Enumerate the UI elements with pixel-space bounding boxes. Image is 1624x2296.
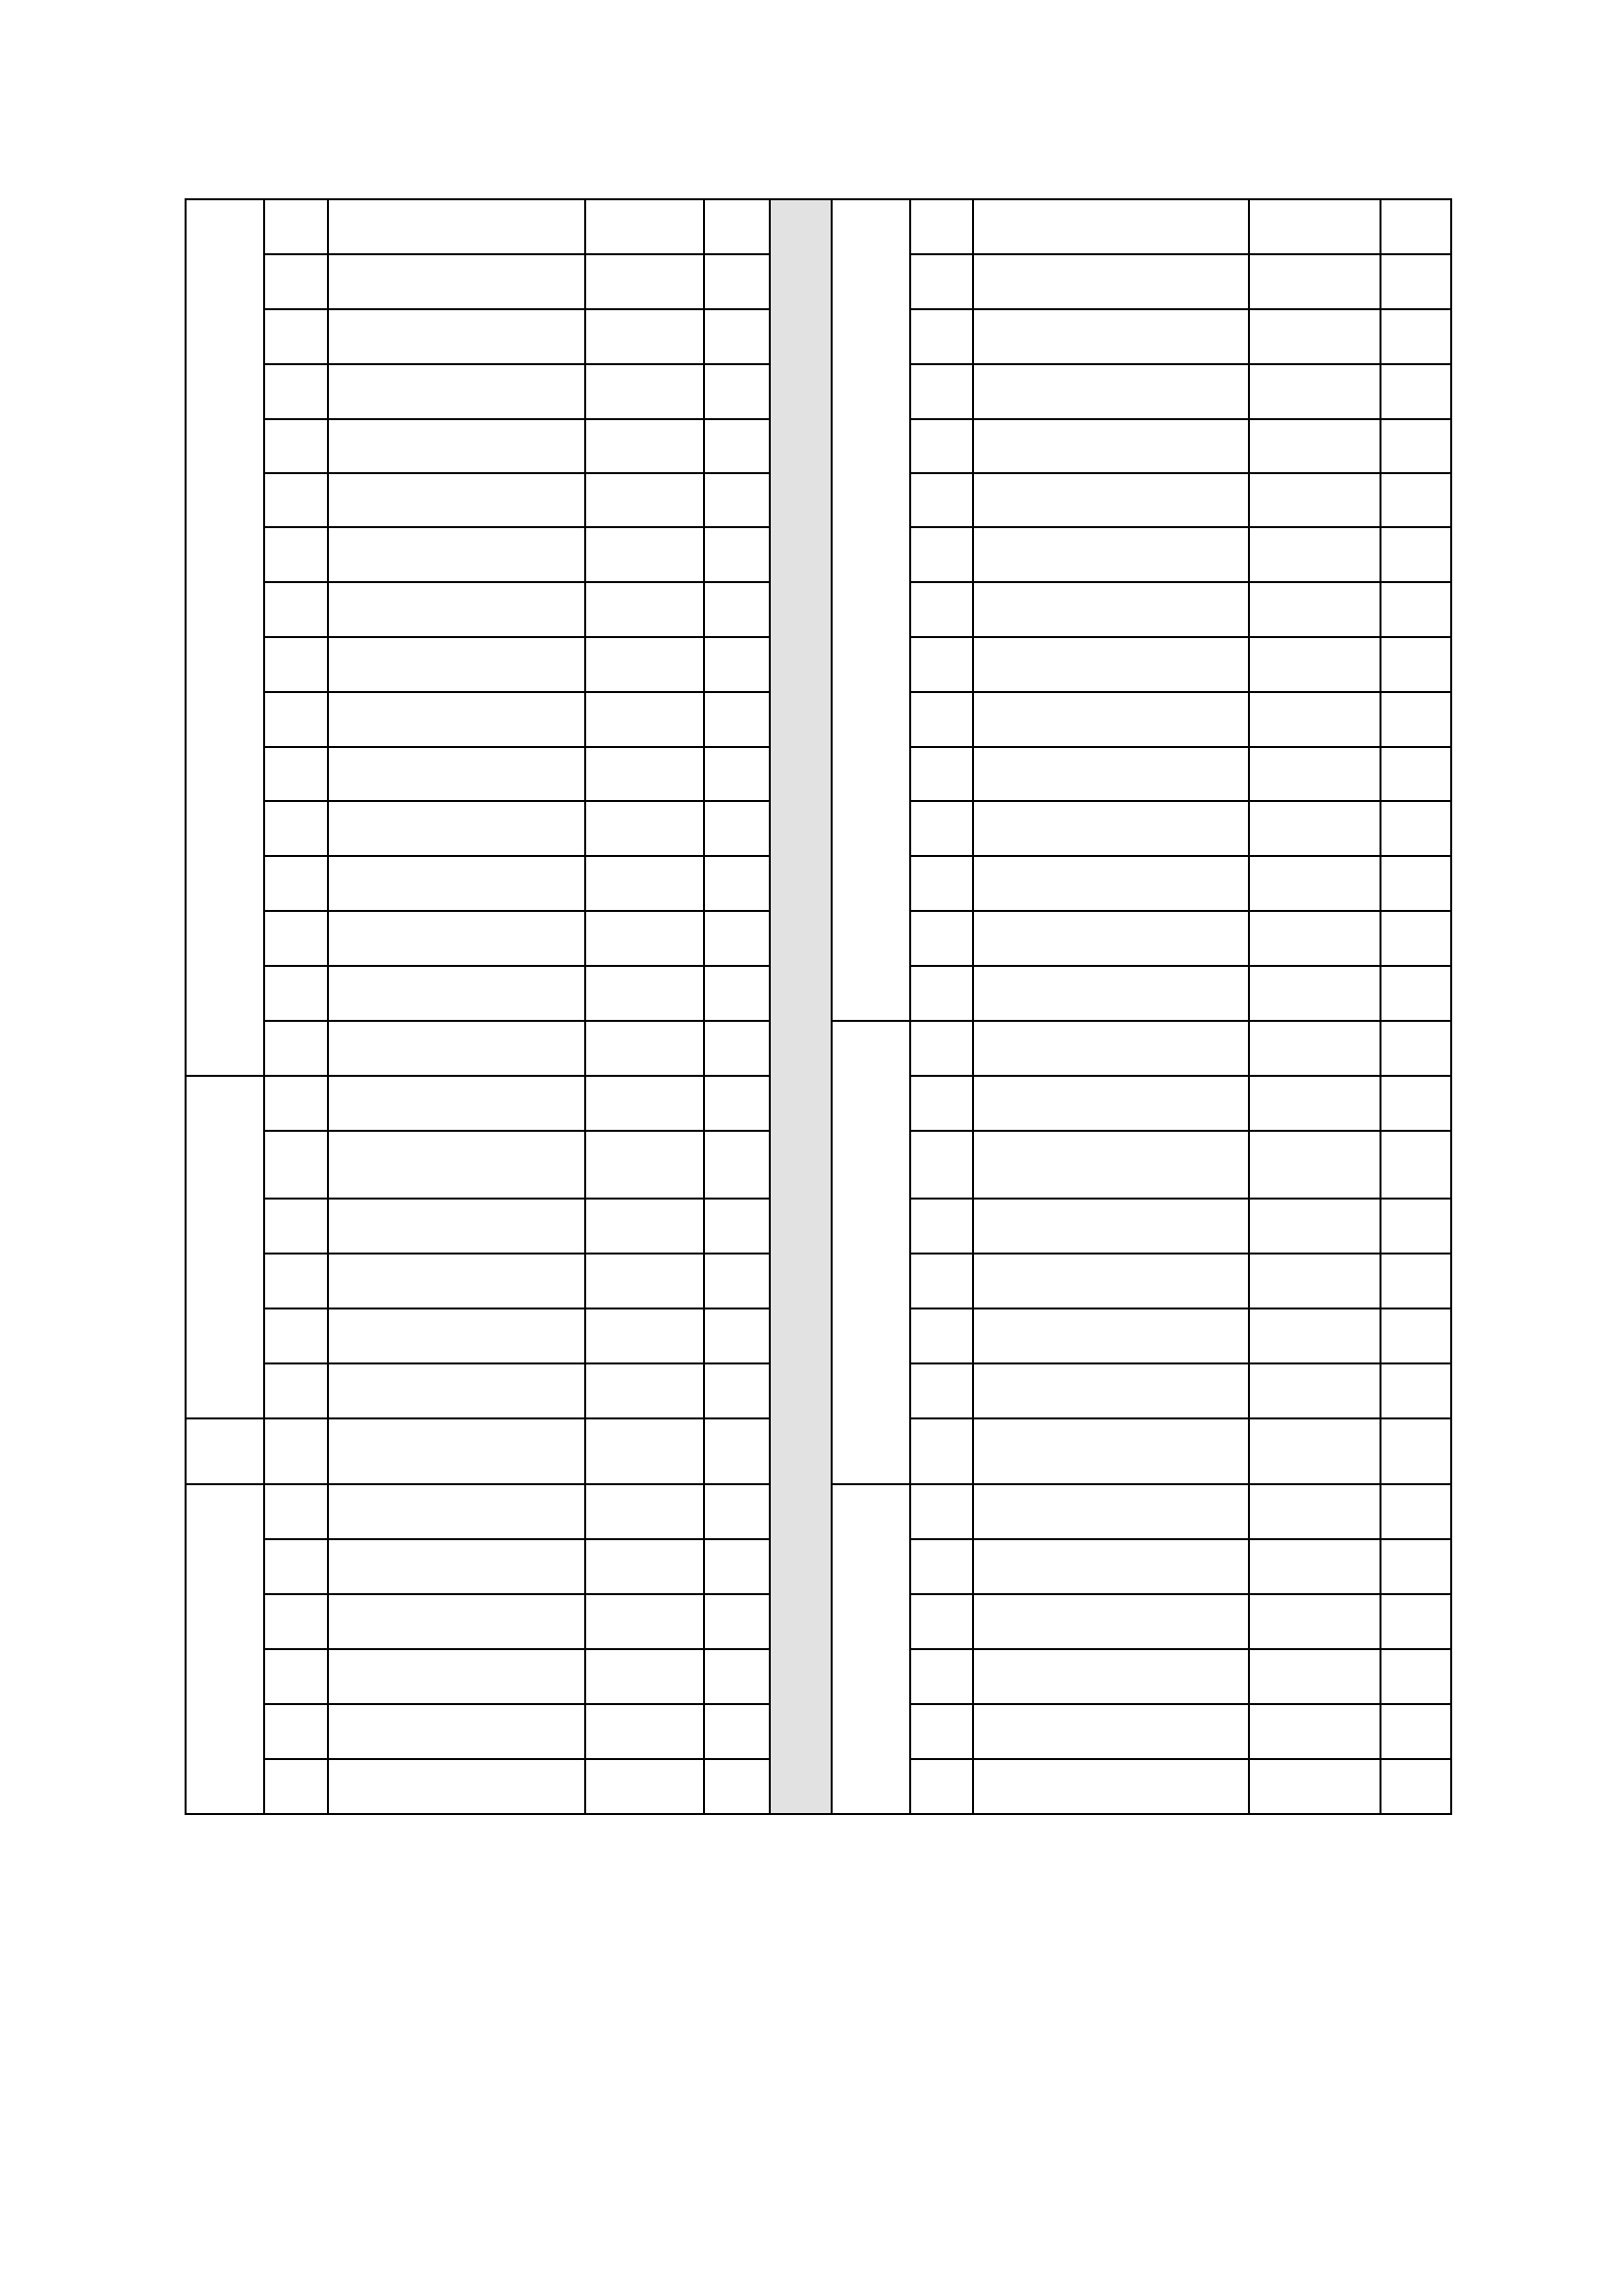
left-course-number — [264, 419, 328, 473]
right-course-credit — [1380, 1308, 1451, 1363]
right-course-name — [973, 1308, 1249, 1363]
right-course-name — [973, 1539, 1249, 1594]
right-course-credit — [1380, 1131, 1451, 1199]
right-course-credit — [1380, 527, 1451, 582]
left-course-number — [264, 1363, 328, 1418]
left-course-name — [328, 364, 585, 419]
left-course-credit — [704, 199, 770, 254]
right-course-credit — [1380, 1199, 1451, 1254]
right-course-number — [910, 1539, 973, 1594]
left-course-number — [264, 1594, 328, 1649]
left-course-name — [328, 692, 585, 747]
right-course-number — [910, 473, 973, 527]
left-course-code — [585, 364, 704, 419]
right-course-number — [910, 1021, 973, 1076]
right-course-name — [973, 473, 1249, 527]
right-course-name — [973, 1363, 1249, 1418]
left-course-credit — [704, 747, 770, 801]
right-course-credit — [1380, 1649, 1451, 1704]
left-course-code — [585, 1539, 704, 1594]
left-course-code — [585, 473, 704, 527]
right-course-code — [1249, 473, 1380, 527]
right-course-code — [1249, 1418, 1380, 1484]
right-course-name — [973, 1484, 1249, 1539]
left-course-name — [328, 254, 585, 309]
left-course-number — [264, 1021, 328, 1076]
left-course-credit — [704, 1418, 770, 1484]
right-course-code — [1249, 309, 1380, 364]
right-course-code — [1249, 692, 1380, 747]
left-course-name — [328, 1759, 585, 1814]
left-course-credit — [704, 1131, 770, 1199]
left-course-code — [585, 1363, 704, 1418]
right-course-credit — [1380, 747, 1451, 801]
left-course-credit — [704, 1704, 770, 1759]
right-course-number — [910, 1254, 973, 1308]
left-course-number — [264, 582, 328, 637]
left-course-name — [328, 911, 585, 966]
right-course-number — [910, 692, 973, 747]
right-course-name — [973, 527, 1249, 582]
left-course-number — [264, 364, 328, 419]
right-course-number — [910, 364, 973, 419]
right-course-name — [973, 911, 1249, 966]
left-course-name — [328, 856, 585, 911]
right-course-number — [910, 911, 973, 966]
left-course-number — [264, 1308, 328, 1363]
right-course-number — [910, 747, 973, 801]
left-course-name — [328, 747, 585, 801]
right-course-number — [910, 1594, 973, 1649]
right-course-number — [910, 309, 973, 364]
right-course-code — [1249, 1363, 1380, 1418]
left-course-code — [585, 1076, 704, 1131]
right-course-credit — [1380, 1076, 1451, 1131]
left-course-number — [264, 527, 328, 582]
right-course-number — [910, 1704, 973, 1759]
left-course-name — [328, 582, 585, 637]
right-course-name — [973, 1021, 1249, 1076]
right-course-number — [910, 199, 973, 254]
left-course-code — [585, 1308, 704, 1363]
right-course-credit — [1380, 911, 1451, 966]
right-course-code — [1249, 1759, 1380, 1814]
left-course-code — [585, 801, 704, 856]
right-course-credit — [1380, 692, 1451, 747]
right-course-credit — [1380, 1704, 1451, 1759]
left-course-name — [328, 1484, 585, 1539]
right-course-number — [910, 527, 973, 582]
right-course-name — [973, 1649, 1249, 1704]
right-course-name — [973, 692, 1249, 747]
right-course-number — [910, 1363, 973, 1418]
left-course-number — [264, 1418, 328, 1484]
left-course-name — [328, 801, 585, 856]
right-course-code — [1249, 1199, 1380, 1254]
left-course-code — [585, 1484, 704, 1539]
right-course-number — [910, 1484, 973, 1539]
left-course-code — [585, 1759, 704, 1814]
left-course-code — [585, 582, 704, 637]
course-table — [185, 198, 1452, 1815]
left-course-name — [328, 199, 585, 254]
right-course-number — [910, 637, 973, 692]
left-course-number — [264, 309, 328, 364]
right-course-code — [1249, 856, 1380, 911]
right-category-cell — [832, 199, 910, 1021]
right-course-code — [1249, 582, 1380, 637]
left-course-credit — [704, 1308, 770, 1363]
right-course-name — [973, 637, 1249, 692]
left-course-credit — [704, 527, 770, 582]
left-course-number — [264, 637, 328, 692]
table-body — [186, 199, 1451, 1814]
right-course-credit — [1380, 1418, 1451, 1484]
right-course-credit — [1380, 637, 1451, 692]
right-course-code — [1249, 747, 1380, 801]
left-course-number — [264, 1254, 328, 1308]
left-course-code — [585, 1021, 704, 1076]
left-course-credit — [704, 637, 770, 692]
left-course-number — [264, 473, 328, 527]
right-course-name — [973, 1131, 1249, 1199]
right-course-code — [1249, 1704, 1380, 1759]
left-course-credit — [704, 1021, 770, 1076]
right-course-code — [1249, 1076, 1380, 1131]
left-course-code — [585, 1418, 704, 1484]
right-course-name — [973, 801, 1249, 856]
left-course-code — [585, 911, 704, 966]
left-course-credit — [704, 801, 770, 856]
right-course-code — [1249, 1649, 1380, 1704]
right-course-name — [973, 1759, 1249, 1814]
right-course-name — [973, 254, 1249, 309]
left-course-number — [264, 911, 328, 966]
left-course-code — [585, 254, 704, 309]
right-course-number — [910, 1131, 973, 1199]
left-course-name — [328, 1649, 585, 1704]
right-course-credit — [1380, 1363, 1451, 1418]
right-course-code — [1249, 1308, 1380, 1363]
right-course-credit — [1380, 801, 1451, 856]
left-course-number — [264, 1759, 328, 1814]
right-course-name — [973, 1254, 1249, 1308]
left-course-credit — [704, 966, 770, 1021]
right-course-number — [910, 801, 973, 856]
left-course-number — [264, 856, 328, 911]
left-course-number — [264, 692, 328, 747]
right-course-number — [910, 966, 973, 1021]
right-course-credit — [1380, 1539, 1451, 1594]
right-course-name — [973, 199, 1249, 254]
right-course-name — [973, 856, 1249, 911]
left-course-number — [264, 1131, 328, 1199]
left-course-credit — [704, 254, 770, 309]
left-course-credit — [704, 1539, 770, 1594]
right-course-credit — [1380, 1484, 1451, 1539]
right-course-credit — [1380, 419, 1451, 473]
right-course-number — [910, 582, 973, 637]
right-course-name — [973, 364, 1249, 419]
right-course-number — [910, 1418, 973, 1484]
left-course-code — [585, 419, 704, 473]
right-course-number — [910, 1759, 973, 1814]
left-course-credit — [704, 911, 770, 966]
left-course-credit — [704, 1649, 770, 1704]
right-course-number — [910, 1308, 973, 1363]
right-course-credit — [1380, 473, 1451, 527]
left-course-credit — [704, 692, 770, 747]
left-course-code — [585, 966, 704, 1021]
right-course-name — [973, 1418, 1249, 1484]
left-course-credit — [704, 309, 770, 364]
left-course-name — [328, 309, 585, 364]
left-course-name — [328, 419, 585, 473]
left-course-credit — [704, 582, 770, 637]
left-course-code — [585, 637, 704, 692]
left-course-number — [264, 1539, 328, 1594]
left-course-number — [264, 1649, 328, 1704]
right-course-code — [1249, 637, 1380, 692]
left-course-name — [328, 1199, 585, 1254]
left-course-code — [585, 199, 704, 254]
right-course-credit — [1380, 582, 1451, 637]
right-course-code — [1249, 1484, 1380, 1539]
left-course-name — [328, 1131, 585, 1199]
right-course-credit — [1380, 1254, 1451, 1308]
right-course-code — [1249, 1254, 1380, 1308]
left-course-name — [328, 1308, 585, 1363]
right-course-code — [1249, 801, 1380, 856]
right-course-number — [910, 856, 973, 911]
left-course-credit — [704, 1759, 770, 1814]
left-course-code — [585, 527, 704, 582]
left-course-name — [328, 1363, 585, 1418]
right-course-credit — [1380, 1759, 1451, 1814]
left-course-number — [264, 1199, 328, 1254]
right-course-code — [1249, 527, 1380, 582]
left-course-code — [585, 1254, 704, 1308]
left-course-credit — [704, 856, 770, 911]
left-course-name — [328, 1539, 585, 1594]
right-course-number — [910, 1076, 973, 1131]
left-course-name — [328, 1594, 585, 1649]
left-course-code — [585, 1649, 704, 1704]
left-course-name — [328, 1418, 585, 1484]
right-course-credit — [1380, 856, 1451, 911]
right-category-cell — [832, 1021, 910, 1484]
right-course-name — [973, 1594, 1249, 1649]
left-course-credit — [704, 1076, 770, 1131]
left-category-cell — [186, 1076, 264, 1418]
left-course-code — [585, 309, 704, 364]
left-course-number — [264, 1076, 328, 1131]
right-course-name — [973, 1704, 1249, 1759]
right-course-code — [1249, 419, 1380, 473]
left-course-code — [585, 856, 704, 911]
left-course-credit — [704, 1199, 770, 1254]
right-course-code — [1249, 911, 1380, 966]
right-course-credit — [1380, 309, 1451, 364]
left-course-number — [264, 1704, 328, 1759]
table-row — [186, 199, 1451, 254]
left-course-number — [264, 966, 328, 1021]
right-course-name — [973, 582, 1249, 637]
left-course-name — [328, 1254, 585, 1308]
right-category-cell — [832, 1484, 910, 1814]
right-course-number — [910, 1649, 973, 1704]
left-course-credit — [704, 1594, 770, 1649]
left-course-credit — [704, 1363, 770, 1418]
right-course-credit — [1380, 966, 1451, 1021]
right-course-credit — [1380, 199, 1451, 254]
right-course-code — [1249, 1021, 1380, 1076]
left-course-code — [585, 1594, 704, 1649]
left-course-code — [585, 1704, 704, 1759]
left-course-name — [328, 1704, 585, 1759]
right-course-credit — [1380, 1021, 1451, 1076]
right-course-code — [1249, 966, 1380, 1021]
right-course-name — [973, 966, 1249, 1021]
left-course-name — [328, 527, 585, 582]
left-course-number — [264, 199, 328, 254]
left-course-code — [585, 1131, 704, 1199]
left-course-credit — [704, 1254, 770, 1308]
right-course-credit — [1380, 1594, 1451, 1649]
right-course-name — [973, 1199, 1249, 1254]
left-course-name — [328, 473, 585, 527]
right-course-code — [1249, 1594, 1380, 1649]
right-course-credit — [1380, 364, 1451, 419]
left-course-credit — [704, 1484, 770, 1539]
left-course-code — [585, 1199, 704, 1254]
right-course-number — [910, 1199, 973, 1254]
left-category-cell — [186, 1484, 264, 1814]
left-course-credit — [704, 419, 770, 473]
left-course-number — [264, 747, 328, 801]
right-course-credit — [1380, 254, 1451, 309]
left-course-credit — [704, 473, 770, 527]
left-course-credit — [704, 364, 770, 419]
column-separator — [770, 199, 832, 1814]
left-course-number — [264, 1484, 328, 1539]
right-course-name — [973, 1076, 1249, 1131]
left-category-cell — [186, 199, 264, 1076]
right-course-name — [973, 419, 1249, 473]
right-course-code — [1249, 254, 1380, 309]
left-course-code — [585, 747, 704, 801]
right-course-code — [1249, 199, 1380, 254]
left-course-code — [585, 692, 704, 747]
right-course-number — [910, 419, 973, 473]
right-course-number — [910, 254, 973, 309]
left-course-number — [264, 801, 328, 856]
right-course-name — [973, 747, 1249, 801]
right-course-code — [1249, 1131, 1380, 1199]
right-course-name — [973, 309, 1249, 364]
left-course-name — [328, 637, 585, 692]
left-course-name — [328, 1076, 585, 1131]
right-course-code — [1249, 1539, 1380, 1594]
left-course-name — [328, 966, 585, 1021]
left-course-name — [328, 1021, 585, 1076]
right-course-code — [1249, 364, 1380, 419]
left-category-cell — [186, 1418, 264, 1484]
left-course-number — [264, 254, 328, 309]
